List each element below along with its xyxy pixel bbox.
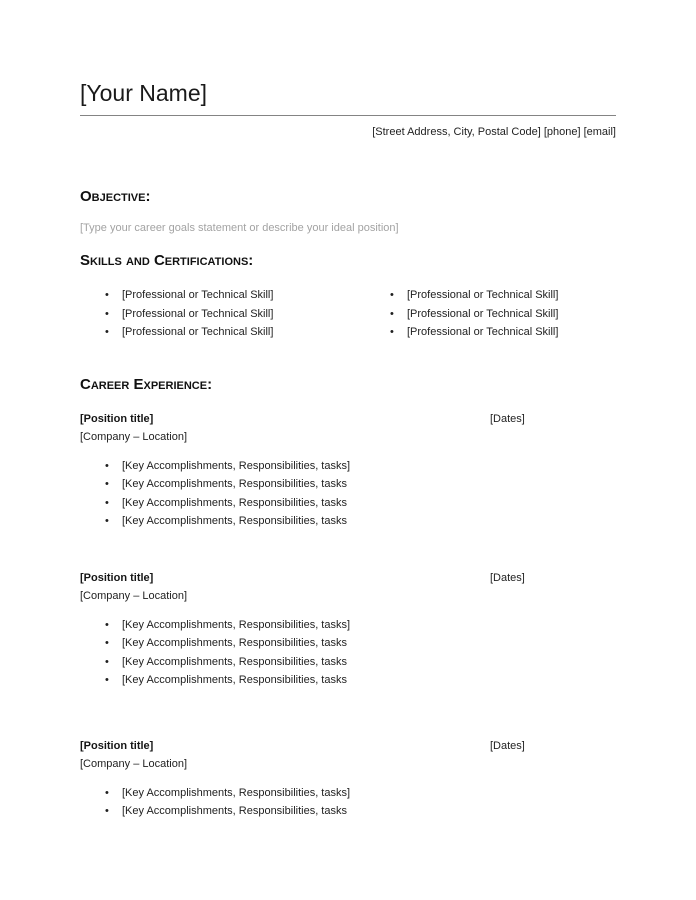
- objective-placeholder-field[interactable]: [Type your career goals statement or describe your ideal position]: [80, 222, 399, 234]
- company-location-field[interactable]: [Company – Location]: [80, 757, 188, 770]
- job-entry: [80, 410, 616, 531]
- skills-section-heading: Skills and Certifications:: [80, 252, 254, 269]
- job-bullet-list: [80, 784, 616, 821]
- company-location-field[interactable]: [Company – Location]: [80, 430, 188, 443]
- accomplishment-placeholder-field[interactable]: • [Key Accomplishments, Responsibilities, tasks]: [80, 784, 616, 803]
- position-title-field[interactable]: [Position title]: [80, 412, 154, 425]
- skill-placeholder-field[interactable]: • [Professional or Technical Skill]: [80, 305, 365, 324]
- accomplishment-placeholder-field[interactable]: • [Key Accomplishments, Responsibilities, tasks: [80, 512, 616, 531]
- accomplishment-placeholder-field[interactable]: • [Key Accomplishments, Responsibilities, tasks: [80, 475, 616, 494]
- job-bullet-list: [80, 616, 616, 690]
- skill-placeholder-field[interactable]: • [Professional or Technical Skill]: [80, 286, 365, 305]
- skill-placeholder-field[interactable]: • [Professional or Technical Skill]: [365, 286, 616, 305]
- dates-field[interactable]: [Dates]: [490, 739, 525, 752]
- accomplishment-placeholder-field[interactable]: • [Key Accomplishments, Responsibilities, tasks]: [80, 616, 616, 635]
- job-entry: [80, 569, 616, 690]
- position-title-field[interactable]: [Position title]: [80, 571, 154, 584]
- dates-field[interactable]: [Dates]: [490, 412, 525, 425]
- accomplishment-placeholder-field[interactable]: • [Key Accomplishments, Responsibilities, tasks]: [80, 457, 616, 476]
- experience-section-heading: Career Experience:: [80, 375, 213, 393]
- accomplishment-placeholder-field[interactable]: • [Key Accomplishments, Responsibilities, tasks: [80, 494, 616, 513]
- skill-placeholder-field[interactable]: • [Professional or Technical Skill]: [80, 323, 365, 342]
- job-header-row: [80, 410, 616, 428]
- accomplishment-placeholder-field[interactable]: • [Key Accomplishments, Responsibilities, tasks: [80, 653, 616, 672]
- name-placeholder-field[interactable]: [Your Name]: [80, 80, 207, 106]
- position-title-field[interactable]: [Position title]: [80, 739, 154, 752]
- skills-columns: [80, 286, 616, 342]
- accomplishment-placeholder-field[interactable]: • [Key Accomplishments, Responsibilities, tasks: [80, 634, 616, 653]
- skills-column-right: [365, 286, 616, 342]
- job-header-row: [80, 737, 616, 755]
- contact-placeholder-field[interactable]: [Street Address, City, Postal Code] [phone] [email]: [372, 126, 616, 138]
- objective-section-heading: Objective:: [80, 188, 151, 205]
- skills-column-left: [80, 286, 365, 342]
- accomplishment-placeholder-field[interactable]: • [Key Accomplishments, Responsibilities, tasks: [80, 802, 616, 821]
- document-header: [80, 78, 616, 116]
- dates-field[interactable]: [Dates]: [490, 571, 525, 584]
- company-location-field[interactable]: [Company – Location]: [80, 589, 188, 602]
- job-header-row: [80, 569, 616, 587]
- job-entry: [80, 737, 616, 821]
- skill-placeholder-field[interactable]: • [Professional or Technical Skill]: [365, 323, 616, 342]
- accomplishment-placeholder-field[interactable]: • [Key Accomplishments, Responsibilities, tasks: [80, 671, 616, 690]
- skill-placeholder-field[interactable]: • [Professional or Technical Skill]: [365, 305, 616, 324]
- job-bullet-list: [80, 457, 616, 531]
